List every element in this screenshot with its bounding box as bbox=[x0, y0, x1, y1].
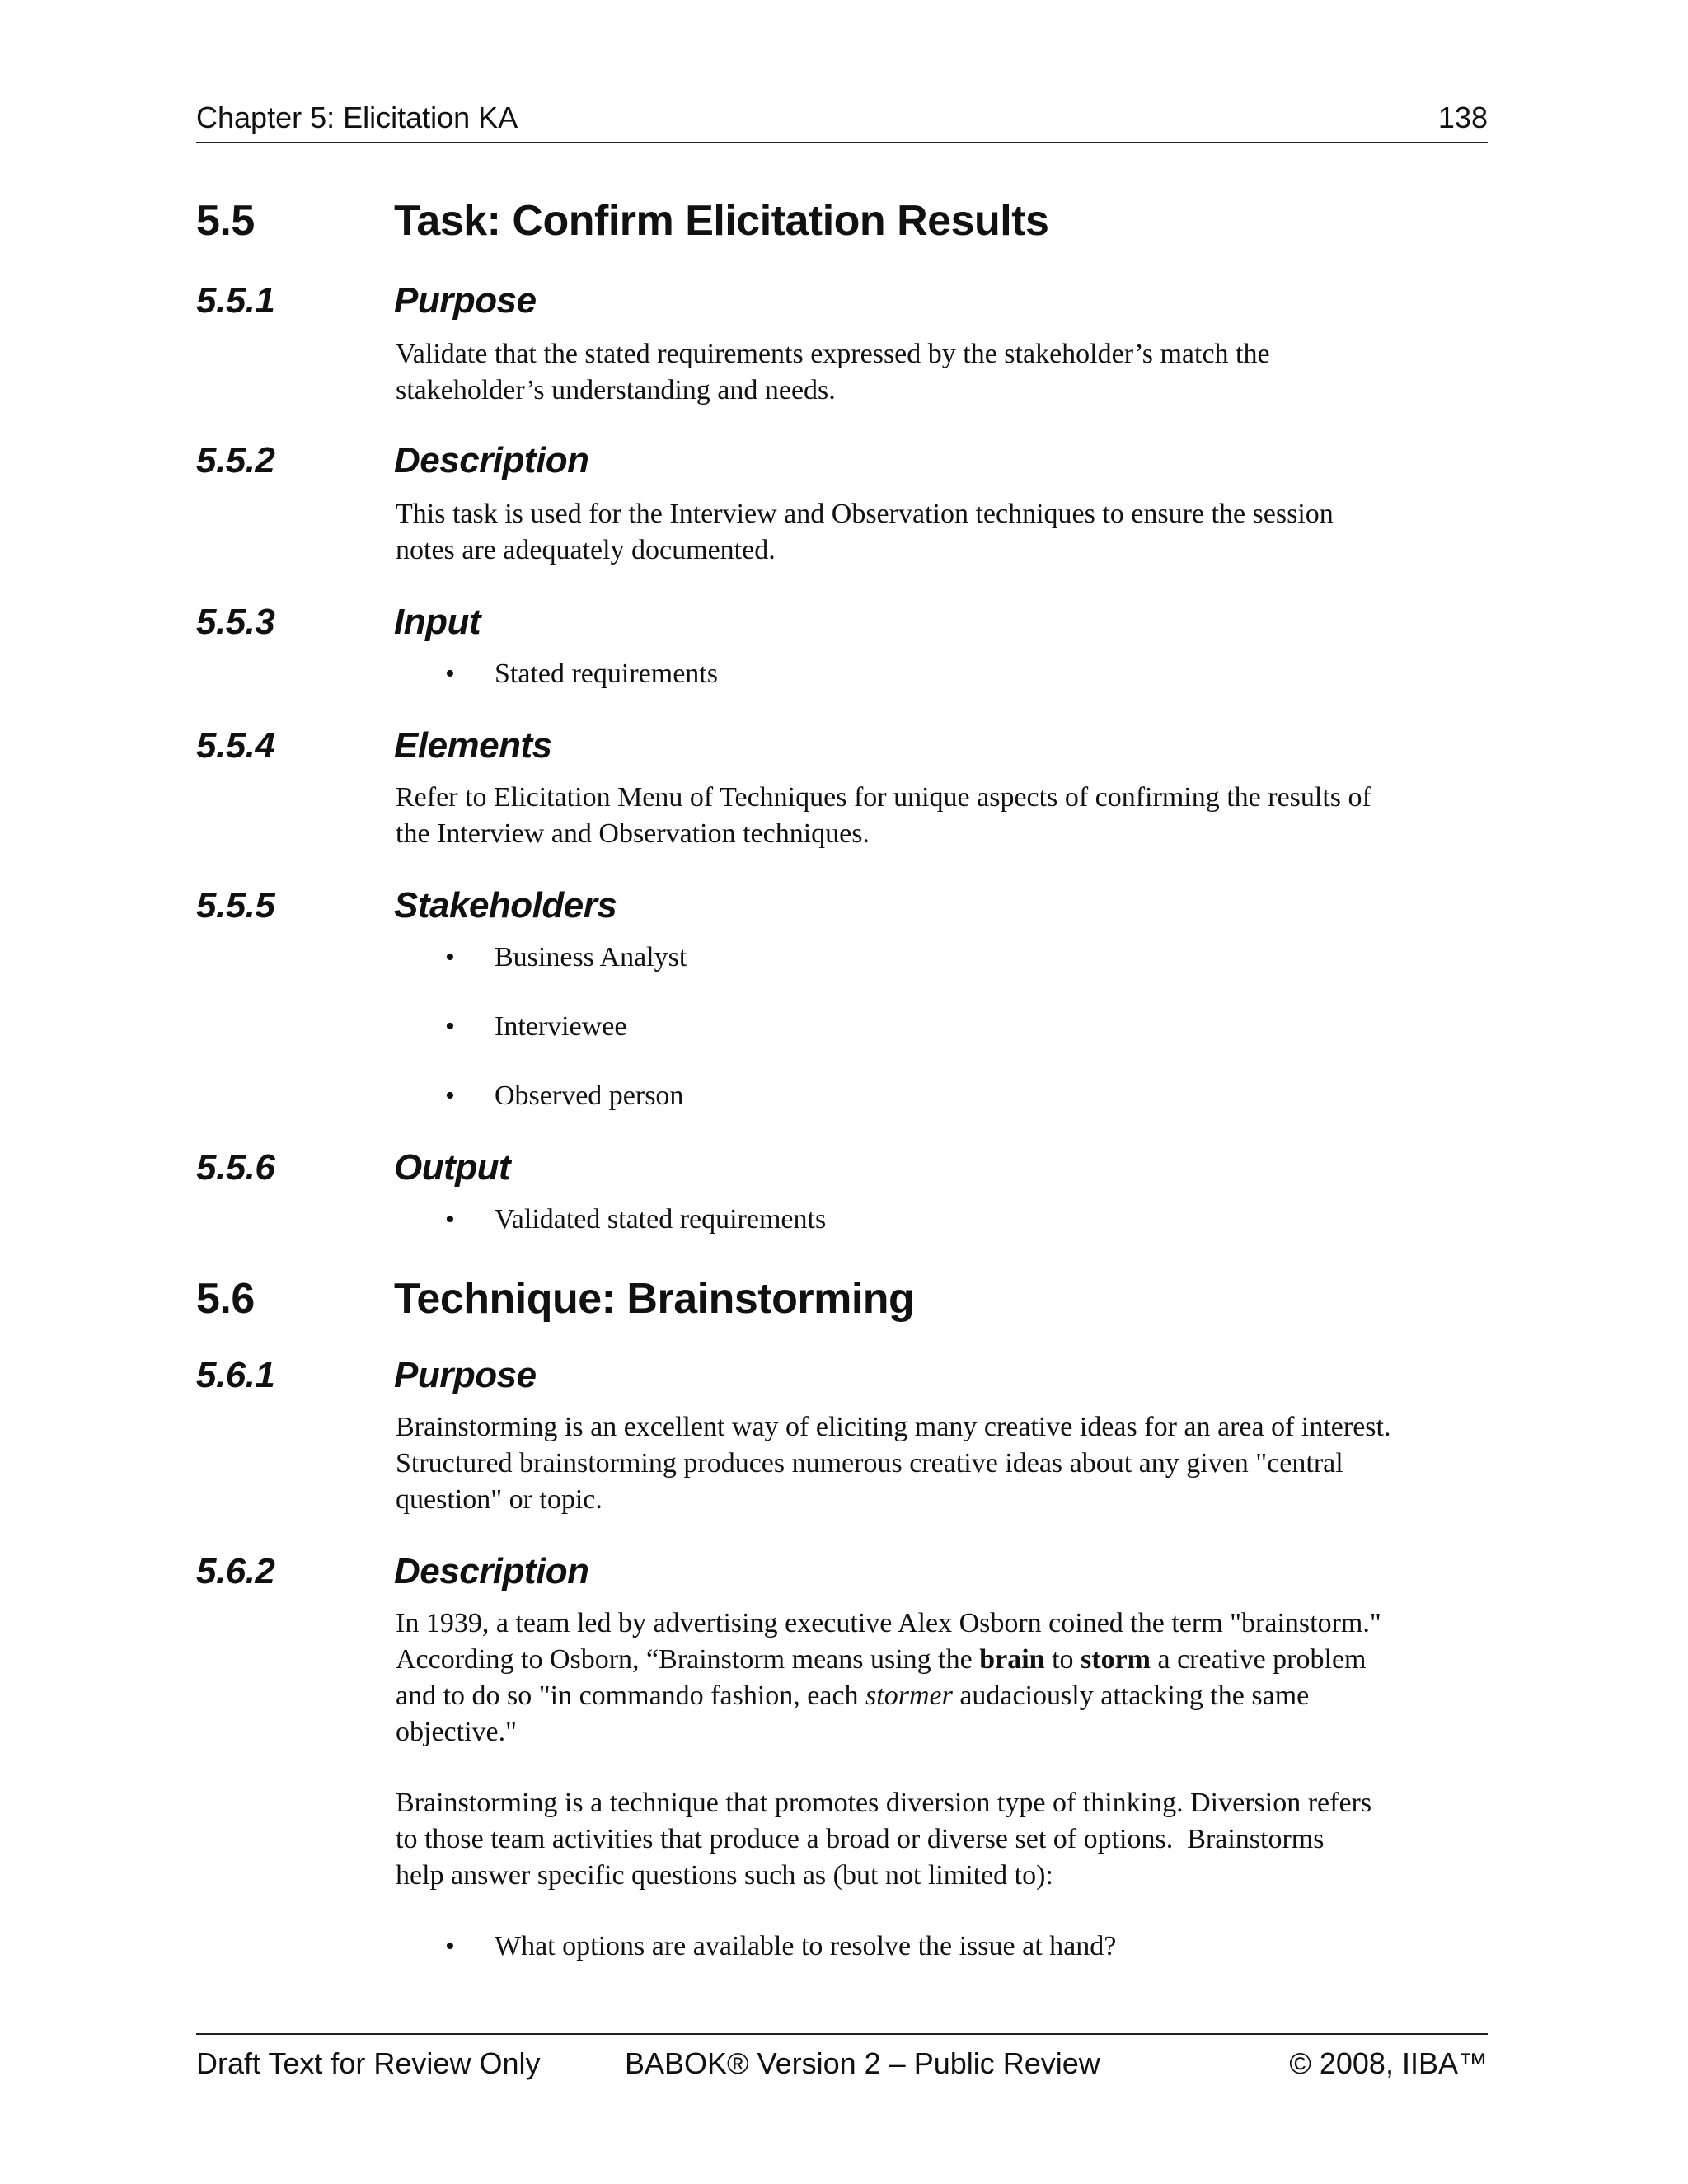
page-header bbox=[196, 97, 1488, 143]
text-line: objective." bbox=[396, 1717, 517, 1747]
section-title: Technique: Brainstorming bbox=[394, 1275, 915, 1323]
bullet-glyph: • bbox=[445, 1080, 455, 1111]
text-line: the Interview and Observation techniques. bbox=[396, 818, 870, 849]
bullet-glyph: • bbox=[445, 1204, 455, 1235]
subsection-number: 5.6.2 bbox=[196, 1551, 275, 1591]
description-paragraph bbox=[396, 496, 1488, 569]
text-run: and to do so "in commando fashion, each bbox=[396, 1680, 866, 1711]
bullet-glyph: • bbox=[445, 1011, 455, 1042]
chapter-title: Chapter 5: Elicitation KA bbox=[196, 101, 518, 134]
italic-text: stormer bbox=[865, 1680, 953, 1711]
text-run: a creative problem bbox=[1151, 1644, 1367, 1675]
text-line: Brainstorming is an excellent way of eliciting many creative ideas for an area of interest. bbox=[396, 1412, 1391, 1442]
section-number: 5.5 bbox=[196, 197, 255, 245]
text-line: stakeholder’s understanding and needs. bbox=[396, 375, 836, 405]
subsection-number: 5.6.1 bbox=[196, 1355, 275, 1395]
description-paragraph-1 bbox=[396, 1605, 1488, 1750]
text-line: Refer to Elicitation Menu of Techniques for unique aspects of confirming the results of bbox=[396, 782, 1372, 813]
text-run: According to Osborn, “Brainstorm means using the bbox=[396, 1644, 980, 1675]
section-title: Task: Confirm Elicitation Results bbox=[394, 197, 1049, 245]
text-line: question" or topic. bbox=[396, 1484, 603, 1515]
subsection-number: 5.5.1 bbox=[196, 280, 275, 321]
text-line: notes are adequately documented. bbox=[396, 535, 776, 565]
elements-paragraph bbox=[396, 780, 1488, 852]
subsection-title: Purpose bbox=[394, 280, 537, 321]
text-line: This task is used for the Interview and Observation techniques to ensure the session bbox=[396, 499, 1334, 529]
text-run: to bbox=[1044, 1644, 1081, 1675]
list-item-text: Interviewee bbox=[495, 1011, 627, 1042]
subsection-number: 5.5.3 bbox=[196, 602, 275, 642]
bold-text: storm bbox=[1081, 1644, 1151, 1675]
bullet-glyph: • bbox=[445, 658, 455, 689]
list-item-text: Stated requirements bbox=[495, 658, 718, 689]
subsection-title: Description bbox=[394, 440, 589, 480]
footer-draft-notice: Draft Text for Review Only bbox=[196, 2046, 541, 2080]
purpose-paragraph bbox=[396, 336, 1488, 409]
description-paragraph-2 bbox=[396, 1785, 1488, 1894]
text-line: In 1939, a team led by advertising executive Alex Osborn coined the term "brainstorm." bbox=[396, 1608, 1381, 1638]
page-footer bbox=[196, 2033, 1488, 2080]
list-item-text: What options are available to resolve the issue at hand? bbox=[495, 1931, 1117, 1961]
subsection-title: Description bbox=[394, 1551, 589, 1591]
subsection-number: 5.5.6 bbox=[196, 1147, 275, 1188]
subsection-number: 5.5.4 bbox=[196, 725, 275, 766]
purpose-paragraph bbox=[396, 1409, 1488, 1518]
text-line: to those team activities that produce a broad or diverse set of options. Brainstorms bbox=[396, 1824, 1325, 1854]
subsection-number: 5.5.2 bbox=[196, 440, 275, 480]
footer-version: BABOK® Version 2 – Public Review bbox=[625, 2046, 1100, 2080]
footer-copyright: © 2008, IIBA™ bbox=[1289, 2046, 1488, 2080]
text-run: audaciously attacking the same bbox=[952, 1680, 1310, 1711]
text-line: Structured brainstorming produces numerous creative ideas about any given "central bbox=[396, 1448, 1343, 1479]
subsection-title: Input bbox=[394, 602, 481, 642]
list-item-text: Validated stated requirements bbox=[495, 1204, 827, 1235]
section-number: 5.6 bbox=[196, 1275, 255, 1323]
bold-text: brain bbox=[979, 1644, 1045, 1675]
text-line: Brainstorming is a technique that promotes diversion type of thinking. Diversion refers bbox=[396, 1788, 1372, 1818]
text-line: help answer specific questions such as (but not limited to): bbox=[396, 1860, 1053, 1891]
text-line bbox=[396, 1678, 1488, 1714]
subsection-title: Purpose bbox=[394, 1355, 537, 1395]
subsection-title: Stakeholders bbox=[394, 885, 617, 926]
bullet-glyph: • bbox=[445, 942, 455, 972]
subsection-number: 5.5.5 bbox=[196, 885, 275, 926]
page-number: 138 bbox=[1437, 101, 1488, 134]
list-item-text: Business Analyst bbox=[495, 942, 687, 972]
subsection-title: Elements bbox=[394, 725, 552, 766]
list-item-text: Observed person bbox=[495, 1080, 684, 1111]
text-line: Validate that the stated requirements expressed by the stakeholder’s match the bbox=[396, 339, 1270, 369]
bullet-glyph: • bbox=[445, 1931, 455, 1961]
text-line bbox=[396, 1642, 1488, 1678]
subsection-title: Output bbox=[394, 1147, 511, 1188]
